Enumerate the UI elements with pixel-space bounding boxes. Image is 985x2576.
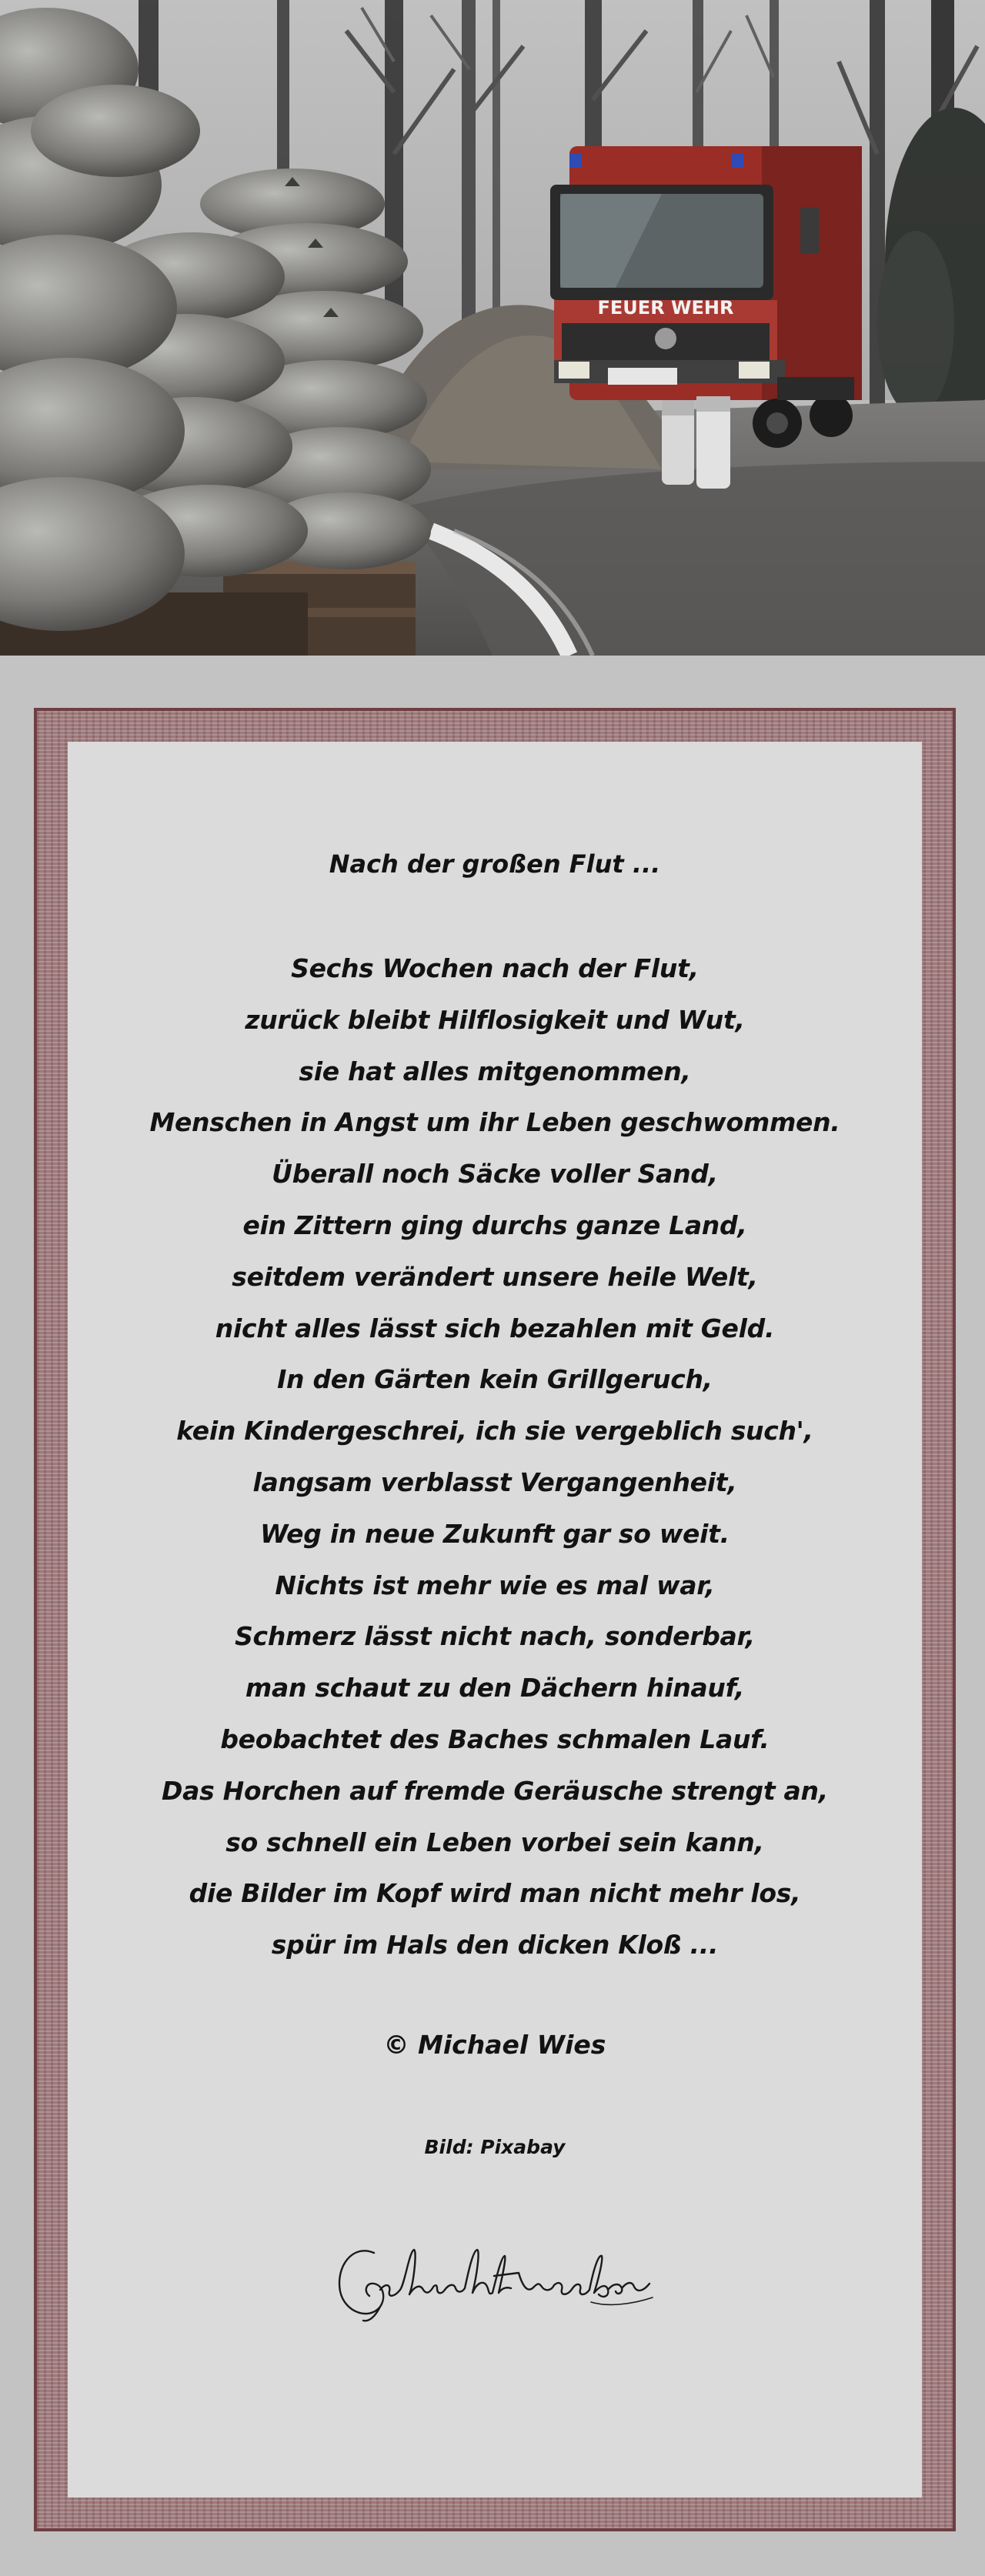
poem-line: Menschen in Angst um ihr Leben geschwommen. [149, 1107, 840, 1138]
header-photo [0, 0, 985, 656]
poem-line: sie hat alles mitgenommen, [299, 1056, 691, 1086]
poem-line: In den Gärten kein Grillgeruch, [277, 1364, 713, 1395]
gedichtezauber-signature [329, 2236, 668, 2328]
poem-line: Nichts ist mehr wie es mal war, [275, 1570, 715, 1600]
poem-line: zurück bleibt Hilflosigkeit und Wut, [245, 1004, 745, 1035]
poem-line: seitdem verändert unsere heile Welt, [232, 1261, 758, 1292]
poem-line: Das Horchen auf fremde Geräusche strengt an, [162, 1775, 828, 1806]
image-credit: Bild: Pixabay [424, 2136, 566, 2158]
poem-line: Schmerz lässt nicht nach, sonderbar, [235, 1621, 755, 1652]
poem-author: © Michael Wies [383, 2030, 606, 2060]
poem-line: Weg in neue Zukunft gar so weit. [260, 1518, 730, 1549]
poem-line: man schaut zu den Dächern hinauf, [245, 1673, 745, 1703]
poem-line: kein Kindergeschrei, ich sie vergeblich such', [176, 1416, 813, 1446]
poem-line: Sechs Wochen nach der Flut, [291, 953, 699, 983]
poem-title: Nach der großen Flut ... [329, 849, 661, 879]
poem-frame [34, 708, 956, 2531]
poem-verses [68, 943, 922, 1971]
poem-line: beobachtet des Baches schmalen Lauf. [220, 1723, 770, 1754]
poem-line: nicht alles lässt sich bezahlen mit Geld. [215, 1313, 775, 1343]
poem-line: spür im Hals den dicken Kloß ... [271, 1930, 719, 1960]
poem-line: so schnell ein Leben vorbei sein kann, [225, 1827, 764, 1857]
truck-label: FEUER WEHR [597, 297, 734, 319]
poem-line: die Bilder im Kopf wird man nicht mehr los, [189, 1878, 801, 1909]
flood-scene-illustration [0, 0, 985, 656]
poem-paper [68, 742, 922, 2498]
poem-line: Überall noch Säcke voller Sand, [272, 1159, 718, 1190]
poem-line: langsam verblasst Vergangenheit, [252, 1467, 737, 1497]
poem-line: ein Zittern ging durchs ganze Land, [242, 1210, 747, 1240]
